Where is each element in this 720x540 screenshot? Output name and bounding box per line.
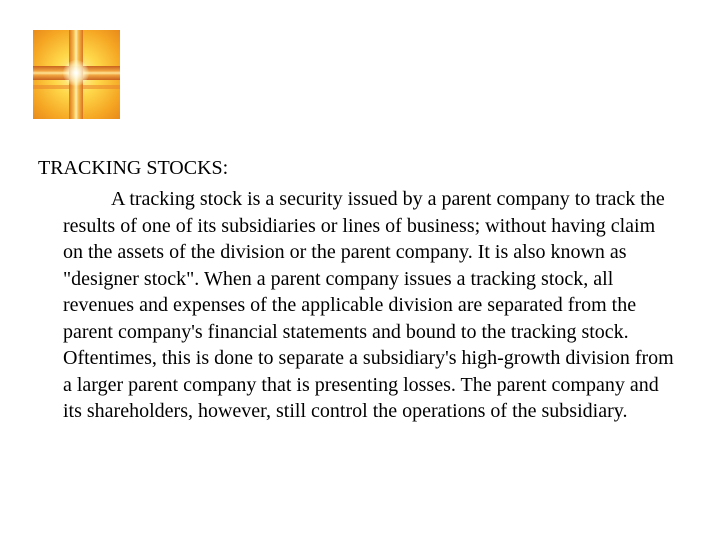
page-title: TRACKING STOCKS: (38, 157, 229, 179)
logo-center-glow (63, 60, 89, 86)
body-paragraph: A tracking stock is a security issued by a parent company to track the results of one of its subsidiaries or lines of business; without having claim on the assets of the division or the parent company. It is also known as "designer stock". When a parent company issues a tracking stock, all revenues and expenses of the applicable division are separated from the parent company's financial statements and bound to the tracking stock. Oftentimes, this is done to separate a subsidiary's high-growth division from a larger parent company that is presenting losses. The parent company and its shareholders, however, still control the operations of the subsidiary. (63, 188, 674, 422)
golden-cross-icon (33, 30, 120, 119)
